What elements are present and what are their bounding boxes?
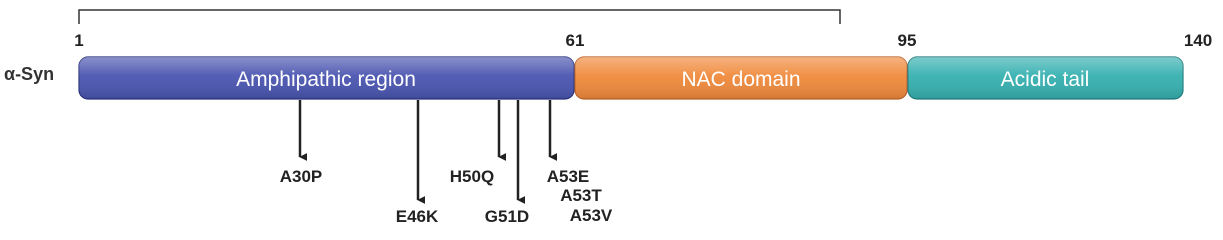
position-label-1: 1	[74, 31, 84, 50]
domain-label-acidic: Acidic tail	[1000, 68, 1090, 91]
protein-name: α-Syn	[4, 64, 55, 84]
position-label-140: 140	[1183, 31, 1213, 50]
domain-acidic-tail	[908, 57, 1183, 99]
region-bracket	[79, 10, 840, 24]
domain-label-nac: NAC domain	[681, 68, 801, 91]
mutation-label-a53e: A53E	[546, 167, 590, 186]
position-label-61: 61	[565, 31, 585, 50]
mutation-label-e46k: E46K	[395, 207, 439, 226]
domain-nac	[575, 57, 907, 99]
domain-label-amphipathic: Amphipathic region	[236, 68, 416, 91]
mutation-label-g51d: G51D	[484, 207, 530, 226]
mutation-label-a53v: A53V	[569, 206, 613, 225]
mutation-label-a30p: A30P	[279, 167, 323, 186]
mutation-label-h50q: H50Q	[449, 167, 495, 186]
domain-amphipathic-region	[79, 57, 574, 99]
mutation-label-a53t: A53T	[560, 186, 602, 205]
position-label-95: 95	[897, 31, 917, 50]
